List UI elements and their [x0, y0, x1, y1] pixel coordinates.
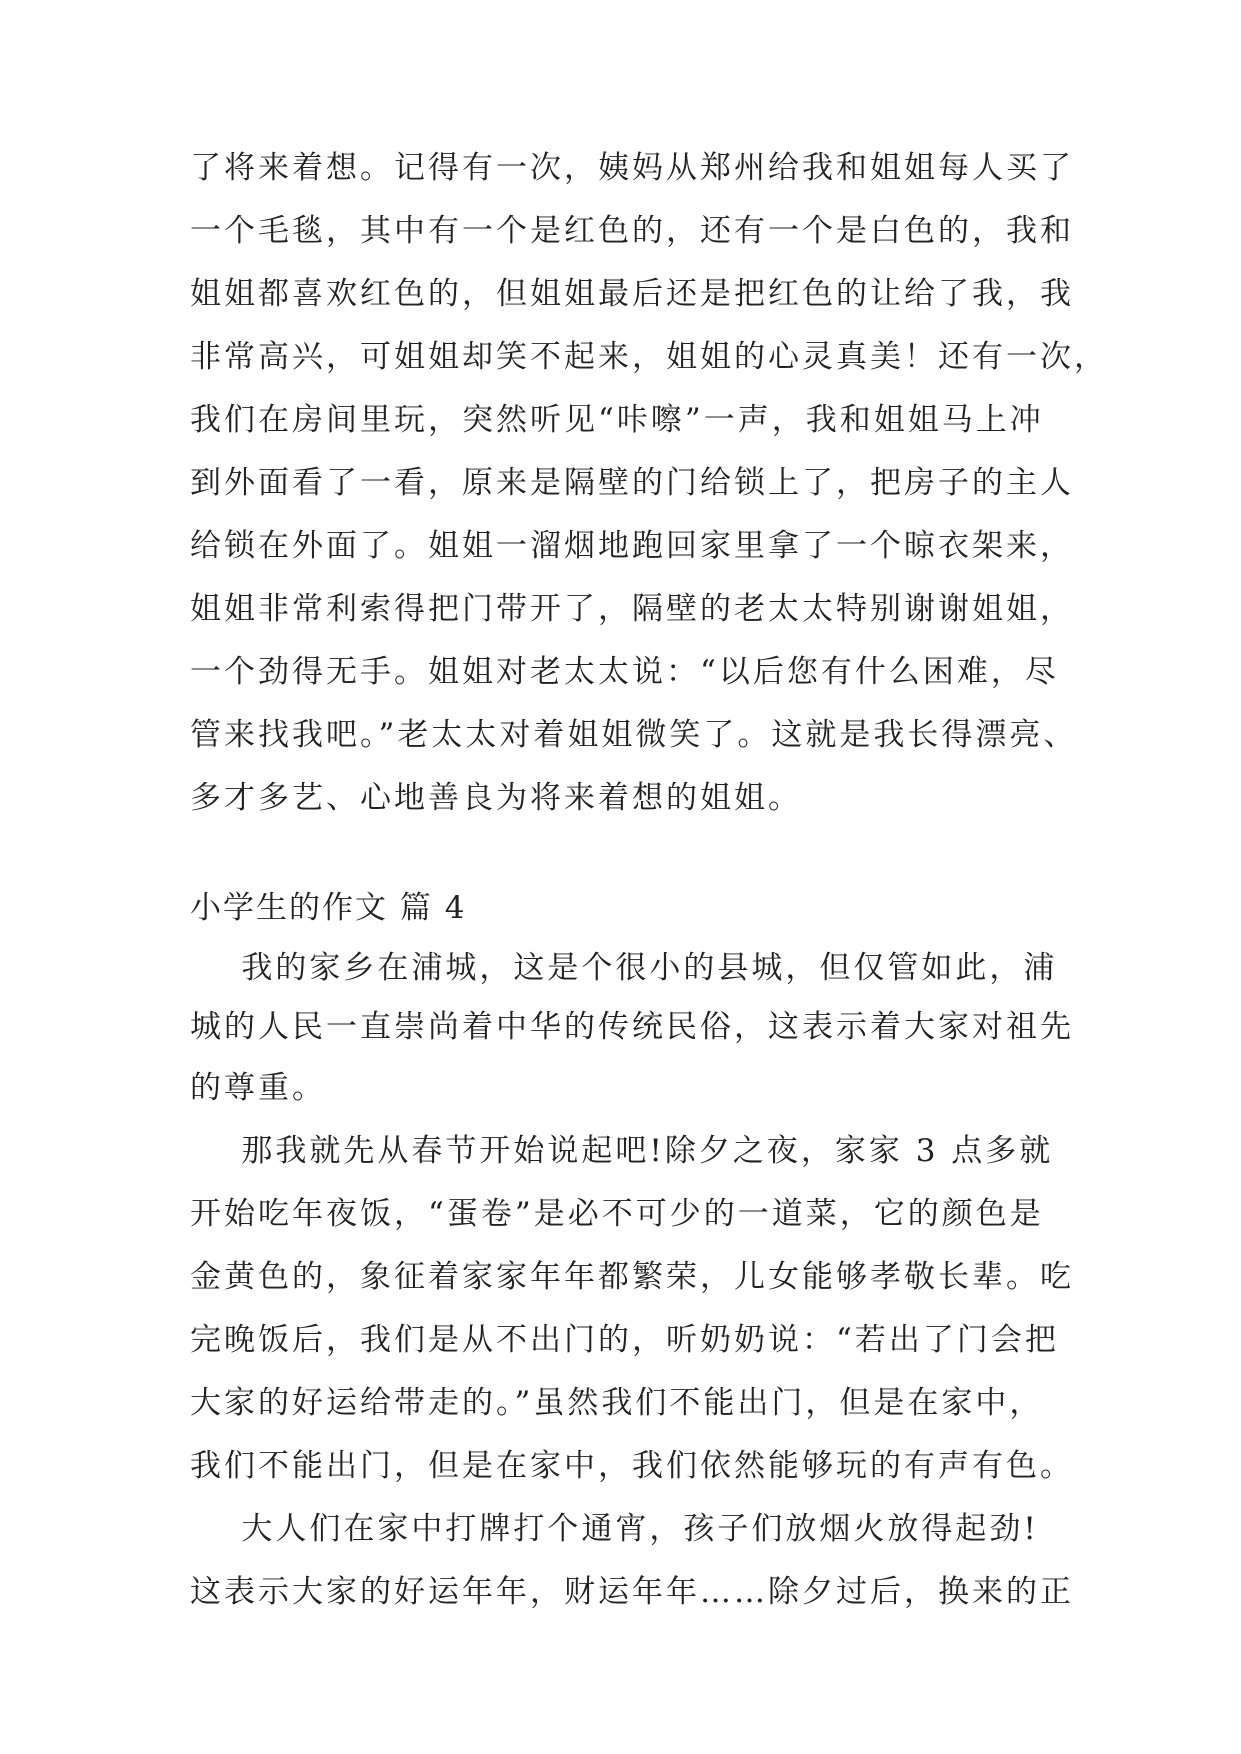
body-text-line: 完晚饭后，我们是从不出门的，听奶奶说：“若出了门会把 — [190, 1322, 1059, 1358]
body-text-line: 大人们在家中打牌打个通宵，孩子们放烟火放得起劲! — [190, 1511, 1039, 1547]
body-text-line: 城的人民一直崇尚着中华的传统民俗，这表示着大家对祖先 — [190, 1009, 1074, 1045]
body-text-line: 那我就先从春节开始说起吧!除夕之夜，家家 3 点多就 — [190, 1133, 1054, 1169]
body-text-line: 姐姐都喜欢红色的，但姐姐最后还是把红色的让给了我，我 — [190, 276, 1074, 312]
body-text-line: 管来找我吧。”老太太对着姐姐微笑了。这就是我长得漂亮、 — [190, 717, 1078, 753]
body-text-line: 多才多艺、心地善良为将来着想的姐姐。 — [190, 780, 802, 816]
body-text-line: 开始吃年夜饭，“蛋卷”是必不可少的一道菜，它的颜色是 — [190, 1196, 1044, 1232]
body-text-line: 到外面看了一看，原来是隔壁的门给锁上了，把房子的主人 — [190, 465, 1074, 501]
body-text-line: 这表示大家的好运年年，财运年年……除夕过后，换来的正 — [190, 1574, 1074, 1610]
body-text-line: 非常高兴，可姐姐却笑不起来，姐姐的心灵真美！还有一次， — [190, 339, 1108, 375]
body-text-line: 一个劲得无手。姐姐对老太太说：“以后您有什么困难，尽 — [190, 654, 1059, 690]
body-text-line: 了将来着想。记得有一次，姨妈从郑州给我和姐姐每人买了 — [190, 150, 1074, 186]
body-text-line: 大家的好运给带走的。”虽然我们不能出门，但是在家中， — [190, 1385, 1044, 1421]
body-text-line: 我的家乡在浦城，这是个很小的县城，但仅管如此，浦 — [190, 950, 1058, 986]
body-text-line: 姐姐非常利索得把门带开了，隔壁的老太太特别谢谢姐姐， — [190, 591, 1074, 627]
section-heading: 小学生的作文 篇 4 — [190, 890, 467, 926]
body-text-line: 金黄色的，象征着家家年年都繁荣，儿女能够孝敬长辈。吃 — [190, 1259, 1074, 1295]
body-text-line: 的尊重。 — [190, 1070, 326, 1106]
body-text-line: 我们不能出门，但是在家中，我们依然能够玩的有声有色。 — [190, 1448, 1074, 1484]
body-text-line: 给锁在外面了。姐姐一溜烟地跑回家里拿了一个晾衣架来， — [190, 528, 1074, 564]
body-text-line: 一个毛毯，其中有一个是红色的，还有一个是白色的，我和 — [190, 213, 1074, 249]
body-text-line: 我们在房间里玩，突然听见“咔嚓”一声，我和姐姐马上冲 — [190, 402, 1044, 438]
